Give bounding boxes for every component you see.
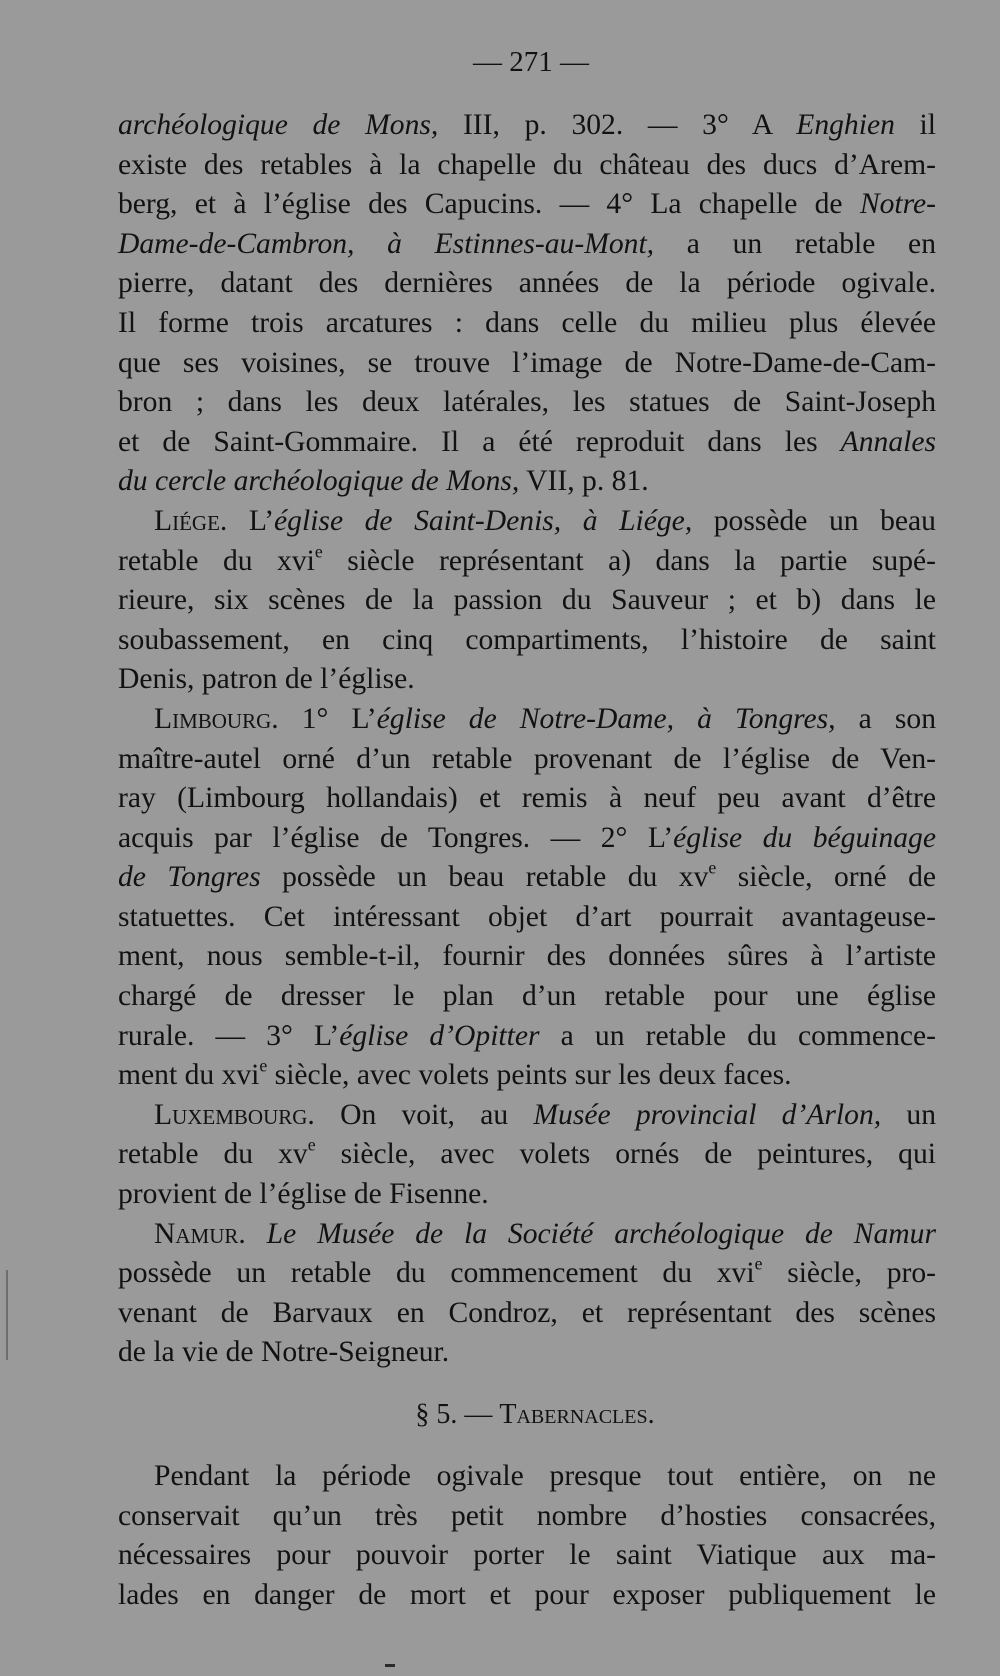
- paragraph-hainaut-continuation: [118, 106, 936, 502]
- section-number: § 5. —: [415, 1399, 500, 1430]
- italic-text: Dame-de-Cambron, à Estinnes-au-Mont,: [118, 227, 655, 260]
- text-run: berg, et à l’église des Capucins. — 4° La chapelle de: [118, 188, 860, 221]
- text-run: possède un retable du commencement du xvi: [118, 1257, 755, 1290]
- text-line: rieure, six scènes de la passion du Sauveur ; et b) dans le: [118, 584, 936, 617]
- paragraph-tabernacles: [118, 1457, 936, 1615]
- text-line: [118, 819, 936, 859]
- text-line: [118, 1096, 936, 1136]
- italic-text: église du béguinage: [673, 821, 936, 854]
- text-run: siècle représentant a) dans la partie supé-: [322, 544, 936, 577]
- text-line: [118, 462, 936, 502]
- text-line: statuettes. Cet intéressant objet d’art pourrait avantageuse-: [118, 900, 936, 933]
- region-heading: Limbourg.: [154, 702, 279, 735]
- text-line: [118, 1135, 936, 1175]
- text-run: rurale. — 3° L’: [118, 1019, 340, 1052]
- text-line: Il forme trois arcatures : dans celle du milieu plus élevée: [118, 306, 936, 339]
- text-run: acquis par l’église de Tongres. — 2° L’: [118, 821, 674, 854]
- text-line: Pendant la période ogivale presque tout entière, on ne: [154, 1460, 936, 1492]
- text-run: 1° L’: [278, 702, 377, 735]
- text-run: retable du xvi: [118, 544, 315, 577]
- italic-text: église d’Opitter: [339, 1019, 540, 1052]
- text-line: [118, 1254, 936, 1294]
- italic-text: église de Saint-Denis, à Liége,: [274, 504, 693, 537]
- text-line: [118, 225, 936, 265]
- text-line: soubassement, en cinq compartiments, l’histoire de saint: [118, 623, 936, 656]
- text-line: chargé de dresser le plan d’un retable pour une église: [118, 980, 936, 1013]
- text-line: provient de l’église de Fisenne.: [118, 1178, 489, 1211]
- paragraph-limbourg: [118, 700, 936, 1096]
- text-line: venant de Barvaux en Condroz, et représentant des scènes: [118, 1296, 936, 1329]
- text-run: siècle, orné de: [716, 861, 936, 894]
- text-run: possède un beau retable du xv: [260, 861, 709, 894]
- text-line: [118, 1056, 936, 1096]
- italic-text: Musée provincial d’Arlon,: [533, 1098, 882, 1131]
- text-run: retable du xv: [118, 1138, 308, 1171]
- text-run: [246, 1218, 267, 1250]
- text-run: siècle, pro-: [762, 1257, 936, 1290]
- text-line: bron ; dans les deux latérales, les statues de Saint-Joseph: [118, 386, 936, 419]
- text-line: [118, 502, 936, 542]
- text-line: [118, 106, 936, 146]
- margin-scan-mark: [6, 1270, 8, 1360]
- italic-text: du cercle archéologique de Mons,: [118, 465, 520, 498]
- text-line: [118, 1215, 936, 1255]
- superscript: e: [708, 857, 717, 878]
- text-line: [118, 858, 936, 898]
- page-number: — 271 —: [473, 46, 589, 78]
- text-line: [118, 1017, 936, 1057]
- section-heading: [118, 1395, 936, 1435]
- text-line: nécessaires pour pouvoir porter le saint Viatique aux ma-: [118, 1539, 936, 1572]
- paragraph-namur: [118, 1215, 936, 1373]
- superscript: e: [314, 541, 323, 562]
- text-line: existe des retables à la chapelle du château des ducs d’Arem-: [118, 148, 936, 181]
- superscript: e: [259, 1055, 268, 1076]
- text-line: ray (Limbourg hollandais) et remis à neuf peu avant d’être: [118, 782, 936, 815]
- italic-text: Enghien: [796, 109, 895, 141]
- text-line: de la vie de Notre-Seigneur.: [118, 1336, 450, 1369]
- text-run: possède un beau: [692, 504, 936, 537]
- text-run: ment du xvi: [118, 1059, 260, 1092]
- text-run: un: [881, 1098, 936, 1131]
- region-heading: Luxembourg.: [154, 1098, 315, 1131]
- section-title: Tabernacles.: [499, 1399, 655, 1430]
- text-run: a un retable du commence-: [539, 1019, 936, 1052]
- text-line: [118, 185, 936, 225]
- text-line: [118, 542, 936, 582]
- paragraph-liege: [118, 502, 936, 700]
- text-run: il: [894, 109, 936, 141]
- text-run: a un retable en: [654, 227, 936, 260]
- text-line: maître-autel orné d’un retable provenant de l’église de Ven-: [118, 742, 936, 775]
- region-heading: Namur.: [154, 1217, 246, 1250]
- text-line: [118, 423, 936, 463]
- region-heading: Liége.: [154, 504, 228, 537]
- text-run: On voit, au: [314, 1098, 534, 1131]
- text-line: lades en danger de mort et pour exposer publiquement le: [118, 1578, 936, 1611]
- italic-text: Le Musée de la Société archéologique de Namur: [266, 1217, 936, 1250]
- text-run: VII, p. 81.: [519, 465, 649, 498]
- text-run: et de Saint-Gommaire. Il a été reproduit dans les: [118, 425, 841, 458]
- text-line: que ses voisines, se trouve l’image de Notre-Dame-de-Cam-: [118, 346, 936, 379]
- text-line: Denis, patron de l’église.: [118, 663, 415, 696]
- paragraph-luxembourg: [118, 1096, 936, 1215]
- text-line: pierre, datant des dernières années de la période ogivale.: [118, 267, 936, 300]
- italic-text: de Tongres: [118, 861, 261, 894]
- text-line: conservait qu’un très petit nombre d’hosties consacrées,: [118, 1499, 936, 1532]
- italic-text: Annales: [840, 425, 936, 458]
- italic-text: Notre-: [859, 188, 936, 221]
- italic-text: archéologique de Mons,: [118, 109, 439, 141]
- text-run: siècle, avec volets ornés de peintures, qui: [315, 1138, 936, 1171]
- text-run: L’: [227, 504, 275, 537]
- text-run: a son: [835, 702, 936, 735]
- text-line: ment, nous semble-t-il, fournir des données sûres à l’artiste: [118, 940, 936, 973]
- text-run: III, p. 302. — 3° A: [438, 109, 797, 141]
- italic-text: église de Notre-Dame, à Tongres,: [376, 702, 836, 735]
- text-run: siècle, avec volets peints sur les deux faces.: [267, 1059, 792, 1092]
- bottom-scan-mark: [385, 1664, 395, 1667]
- text-line: [118, 700, 936, 740]
- book-page: [118, 44, 936, 1615]
- superscript: e: [754, 1253, 763, 1274]
- superscript: e: [307, 1135, 316, 1156]
